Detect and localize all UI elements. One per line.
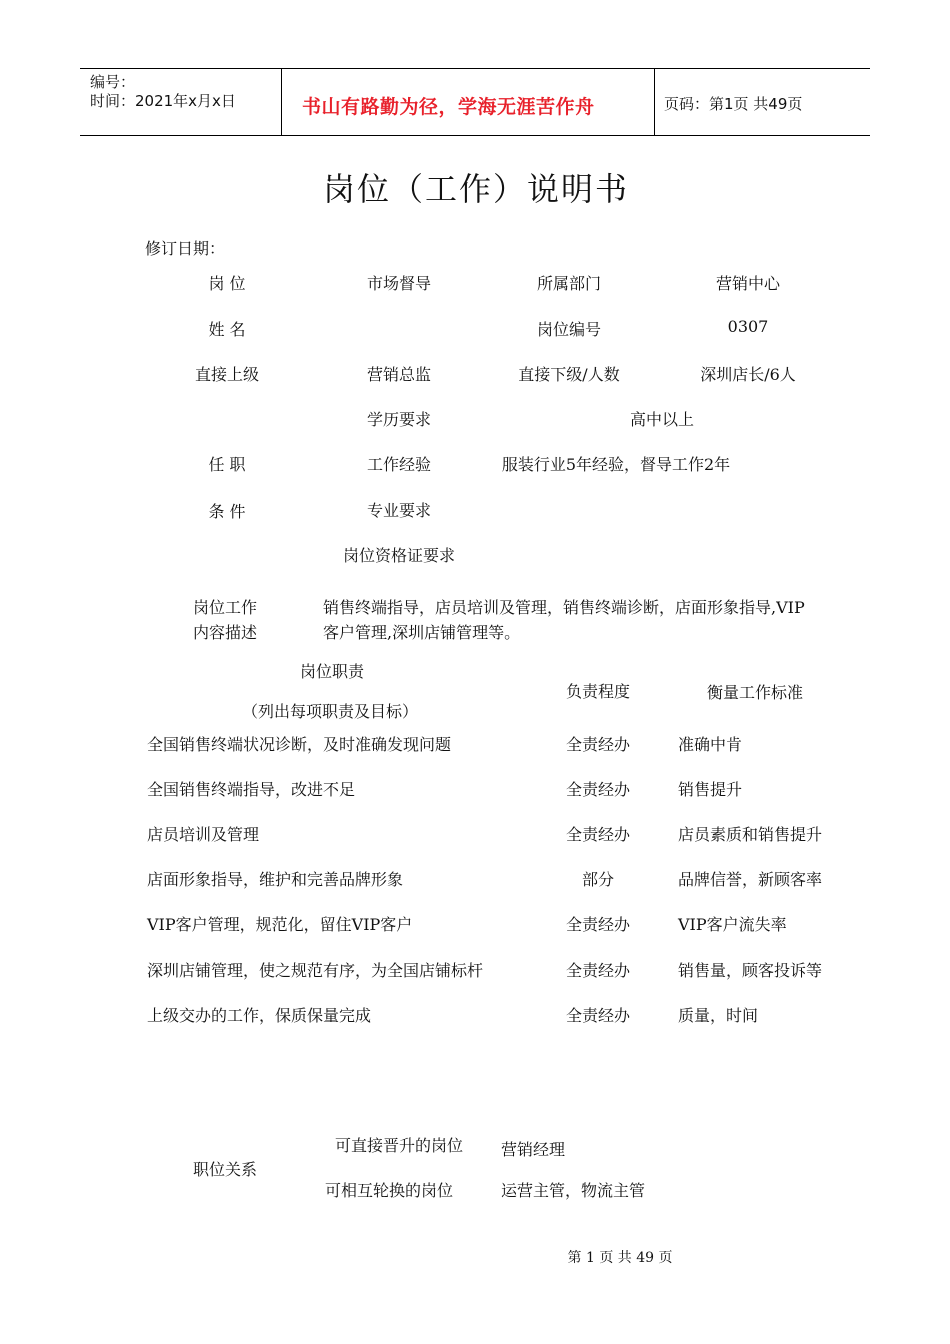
motto-text: 书山有路勤为径，学海无涯苦作舟	[302, 96, 595, 118]
duty-degree: 全责经办	[565, 735, 631, 754]
duty-degree: 部分	[581, 870, 615, 889]
duty-standard: VIP客户流失率	[678, 915, 787, 934]
duty-degree: 全责经办	[565, 915, 631, 934]
duty-text: 上级交办的工作，保质保量完成	[147, 1006, 372, 1025]
subordinate-value: 深圳店长/6人	[700, 365, 796, 384]
duty-degree: 全责经办	[565, 825, 631, 844]
duty-text: 深圳店铺管理，使之规范有序，为全国店铺标杆	[147, 961, 484, 980]
name-label: 姓 名	[208, 320, 246, 339]
education-value: 高中以上	[629, 410, 695, 429]
time-label: 时间：2021年x月x日	[90, 92, 236, 110]
department-value: 营销中心	[715, 274, 781, 293]
certificate-label: 岗位资格证要求	[342, 546, 456, 565]
duty-text: 店员培训及管理	[147, 825, 260, 844]
subordinate-label: 直接下级/人数	[518, 365, 620, 384]
footer-page-number: 第 1 页 共 49 页	[567, 1250, 673, 1266]
number-label: 编号：	[90, 73, 136, 91]
page-title: 岗位（工作）说明书	[322, 170, 630, 208]
job-content-text-1: 销售终端指导，店员培训及管理，销售终端诊断，店面形象指导,VIP	[323, 598, 805, 617]
position-no-value: 0307	[727, 317, 769, 336]
duty-standard: 准确中肯	[678, 735, 743, 754]
job-content-label-1: 岗位工作	[193, 598, 258, 617]
job-content-label-2: 内容描述	[193, 623, 258, 642]
duties-header-degree: 负责程度	[565, 682, 631, 701]
promotion-value: 营销经理	[501, 1140, 566, 1159]
duty-text: 店面形象指导，维护和完善品牌形象	[147, 870, 404, 889]
duty-standard: 销售提升	[678, 780, 743, 799]
duties-header-title: 岗位职责	[299, 662, 365, 681]
duty-degree: 全责经办	[565, 1006, 631, 1025]
superior-label: 直接上级	[194, 365, 260, 384]
duties-header-standard: 衡量工作标准	[706, 683, 804, 702]
duty-standard: 销售量，顾客投诉等	[678, 961, 823, 980]
rotation-label: 可相互轮换的岗位	[324, 1181, 454, 1200]
promotion-label: 可直接晋升的岗位	[334, 1136, 464, 1155]
duty-degree: 全责经办	[565, 780, 631, 799]
duty-standard: 品牌信誉，新顾客率	[678, 870, 823, 889]
experience-label: 工作经验	[366, 455, 432, 474]
revision-date-label: 修订日期：	[145, 239, 226, 258]
position-value: 市场督导	[366, 274, 432, 293]
superior-value: 营销总监	[366, 365, 432, 384]
duty-standard: 店员素质和销售提升	[678, 825, 823, 844]
qualification-label-2: 条 件	[208, 502, 246, 521]
experience-value: 服装行业5年经验，督导工作2年	[501, 455, 731, 474]
duty-degree: 全责经办	[565, 961, 631, 980]
duty-standard: 质量，时间	[678, 1006, 759, 1025]
relations-label: 职位关系	[193, 1160, 258, 1179]
position-no-label: 岗位编号	[536, 320, 602, 339]
qualification-label-1: 任 职	[208, 455, 246, 474]
duty-text: VIP客户管理，规范化，留住VIP客户	[147, 915, 413, 934]
major-label: 专业要求	[366, 501, 432, 520]
duties-header-subtitle: （列出每项职责及目标）	[241, 702, 419, 721]
education-label: 学历要求	[366, 410, 432, 429]
department-label: 所属部门	[536, 274, 602, 293]
duty-text: 全国销售终端状况诊断，及时准确发现问题	[147, 735, 452, 754]
rotation-value: 运营主管，物流主管	[501, 1181, 646, 1200]
duty-text: 全国销售终端指导，改进不足	[147, 780, 356, 799]
job-content-text-2: 客户管理,深圳店铺管理等。	[323, 623, 521, 642]
position-label: 岗 位	[208, 274, 246, 293]
page-label: 页码：第1页 共49页	[664, 95, 803, 113]
